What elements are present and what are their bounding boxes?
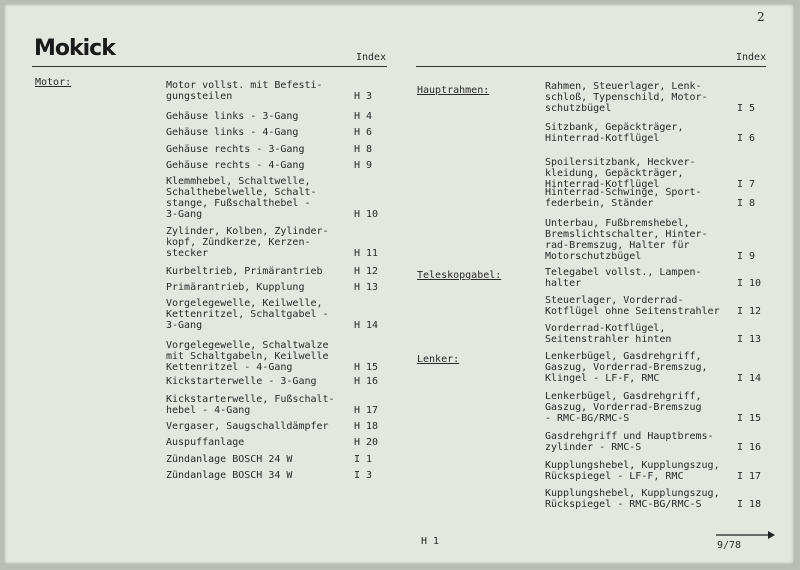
right-entry-code: I 8 — [737, 198, 756, 209]
arrow-right-icon — [714, 530, 776, 540]
right-entry-text: Steuerlager, Vorderrad- Kotflügel ohne Seitenstrahler — [545, 295, 720, 317]
motor-entry-code: H 16 — [354, 376, 379, 387]
right-entry-code: I 5 — [737, 103, 756, 114]
right-entry-text: Telegabel vollst., Lampen- halter — [545, 267, 702, 289]
motor-entry-code: H 8 — [354, 144, 373, 155]
footer-date: 9/78 — [717, 540, 742, 551]
header-rule-right — [416, 66, 766, 67]
section-label-lenker: Lenker: — [417, 354, 460, 365]
page-title: Mokick — [34, 36, 115, 61]
footer-page: H 1 — [421, 536, 440, 547]
section-label-teleskopgabel: Teleskopgabel: — [417, 270, 502, 281]
motor-entry-code: H 15 — [354, 362, 379, 373]
motor-entry-text: Kurbeltrieb, Primärantrieb — [166, 266, 323, 277]
motor-entry-text: Vorgelegewelle, Keilwelle, Kettenritzel, Schaltgabel - 3-Gang — [166, 298, 329, 331]
motor-entry-text: Klemmhebel, Schaltwelle, Schalthebelwelle, Schalt- stange, Fußschalthebel - 3-Gang — [166, 176, 317, 220]
right-entry-code: I 13 — [737, 334, 762, 345]
right-entry-text: Rahmen, Steuerlager, Lenk- schloß, Typenschild, Motor- schutzbügel — [545, 81, 708, 114]
motor-entry-code: H 14 — [354, 320, 379, 331]
right-entry-text: Sitzbank, Gepäckträger, Hinterrad-Kotflügel — [545, 122, 684, 144]
right-entry-code: I 6 — [737, 133, 756, 144]
motor-entry-code: H 10 — [354, 209, 379, 220]
motor-entry-code: H 12 — [354, 266, 379, 277]
right-entry-text: Lenkerbügel, Gasdrehgriff, Gaszug, Vorderrad-Bremszug, Klingel - LF-F, RMC — [545, 351, 708, 384]
motor-entry-code: H 9 — [354, 160, 373, 171]
motor-entry-code: H 13 — [354, 282, 379, 293]
motor-entry-text: Zündanlage BOSCH 34 W — [166, 470, 293, 481]
right-entry-code: I 15 — [737, 413, 762, 424]
right-entry-text: Lenkerbügel, Gasdrehgriff, Gaszug, Vorderrad-Bremszug - RMC-BG/RMC-S — [545, 391, 702, 424]
right-entry-text: Unterbau, Fußbremshebel, Bremslichtschalter, Hinter- rad-Bremszug, Halter für Motorschutzbügel — [545, 218, 708, 262]
motor-entry-code: I 3 — [354, 470, 373, 481]
index-label-right: Index — [736, 52, 767, 63]
motor-entry-text: Gehäuse rechts - 4-Gang — [166, 160, 305, 171]
motor-entry-text: Vorgelegewelle, Schaltwalze mit Schaltgabeln, Keilwelle Kettenritzel - 4-Gang — [166, 340, 329, 373]
right-entry-code: I 17 — [737, 471, 762, 482]
motor-entry-code: H 6 — [354, 127, 373, 138]
right-entry-code: I 12 — [737, 306, 762, 317]
motor-entry-text: Kickstarterwelle, Fußschalt- hebel - 4-Gang — [166, 394, 335, 416]
motor-entry-text: Kickstarterwelle - 3-Gang — [166, 376, 317, 387]
section-label-hauptrahmen: Hauptrahmen: — [417, 85, 490, 96]
right-entry-text: Kupplungshebel, Kupplungszug, Rückspiegel - LF-F, RMC — [545, 460, 720, 482]
motor-entry-text: Zündanlage BOSCH 24 W — [166, 454, 293, 465]
index-label-left: Index — [356, 52, 387, 63]
motor-entry-code: H 4 — [354, 111, 373, 122]
document-page — [4, 4, 794, 564]
motor-entry-text: Zylinder, Kolben, Zylinder- kopf, Zündkerze, Kerzen- stecker — [166, 226, 329, 259]
header-rule-left — [32, 66, 387, 67]
motor-entry-text: Vergaser, Saugschalldämpfer — [166, 421, 329, 432]
page-number-mark: 2 — [757, 10, 765, 24]
motor-entry-text: Gehäuse links - 3-Gang — [166, 111, 299, 122]
motor-entry-code: H 18 — [354, 421, 379, 432]
right-entry-text: Spoilersitzbank, Heckver- kleidung, Gepäckträger, Hinterrad-Kotflügel — [545, 157, 696, 190]
motor-entry-text: Gehäuse rechts - 3-Gang — [166, 144, 305, 155]
motor-entry-text: Gehäuse links - 4-Gang — [166, 127, 299, 138]
motor-entry-code: H 3 — [354, 91, 373, 102]
right-entry-code: I 16 — [737, 442, 762, 453]
right-entry-code: I 18 — [737, 499, 762, 510]
motor-entry-code: H 11 — [354, 248, 379, 259]
right-entry-text: Vorderrad-Kotflügel, Seitenstrahler hinten — [545, 323, 672, 345]
right-entry-code: I 10 — [737, 278, 762, 289]
motor-entry-text: Motor vollst. mit Befesti- gungsteilen — [166, 80, 323, 102]
right-entry-text: Kupplungshebel, Kupplungszug, Rückspiegel - RMC-BG/RMC-S — [545, 488, 720, 510]
right-entry-code: I 14 — [737, 373, 762, 384]
section-label-motor: Motor: — [35, 77, 72, 88]
motor-entry-text: Primärantrieb, Kupplung — [166, 282, 305, 293]
motor-entry-text: Auspuffanlage — [166, 437, 245, 448]
right-entry-code: I 9 — [737, 251, 756, 262]
motor-entry-code: H 20 — [354, 437, 379, 448]
motor-entry-code: I 1 — [354, 454, 373, 465]
right-entry-text: Hinterrad-Schwinge, Sport- federbein, Ständer — [545, 187, 702, 209]
right-entry-code: I 7 — [737, 179, 756, 190]
motor-entry-code: H 17 — [354, 405, 379, 416]
right-entry-text: Gasdrehgriff und Hauptbrems- zylinder - RMC-S — [545, 431, 714, 453]
